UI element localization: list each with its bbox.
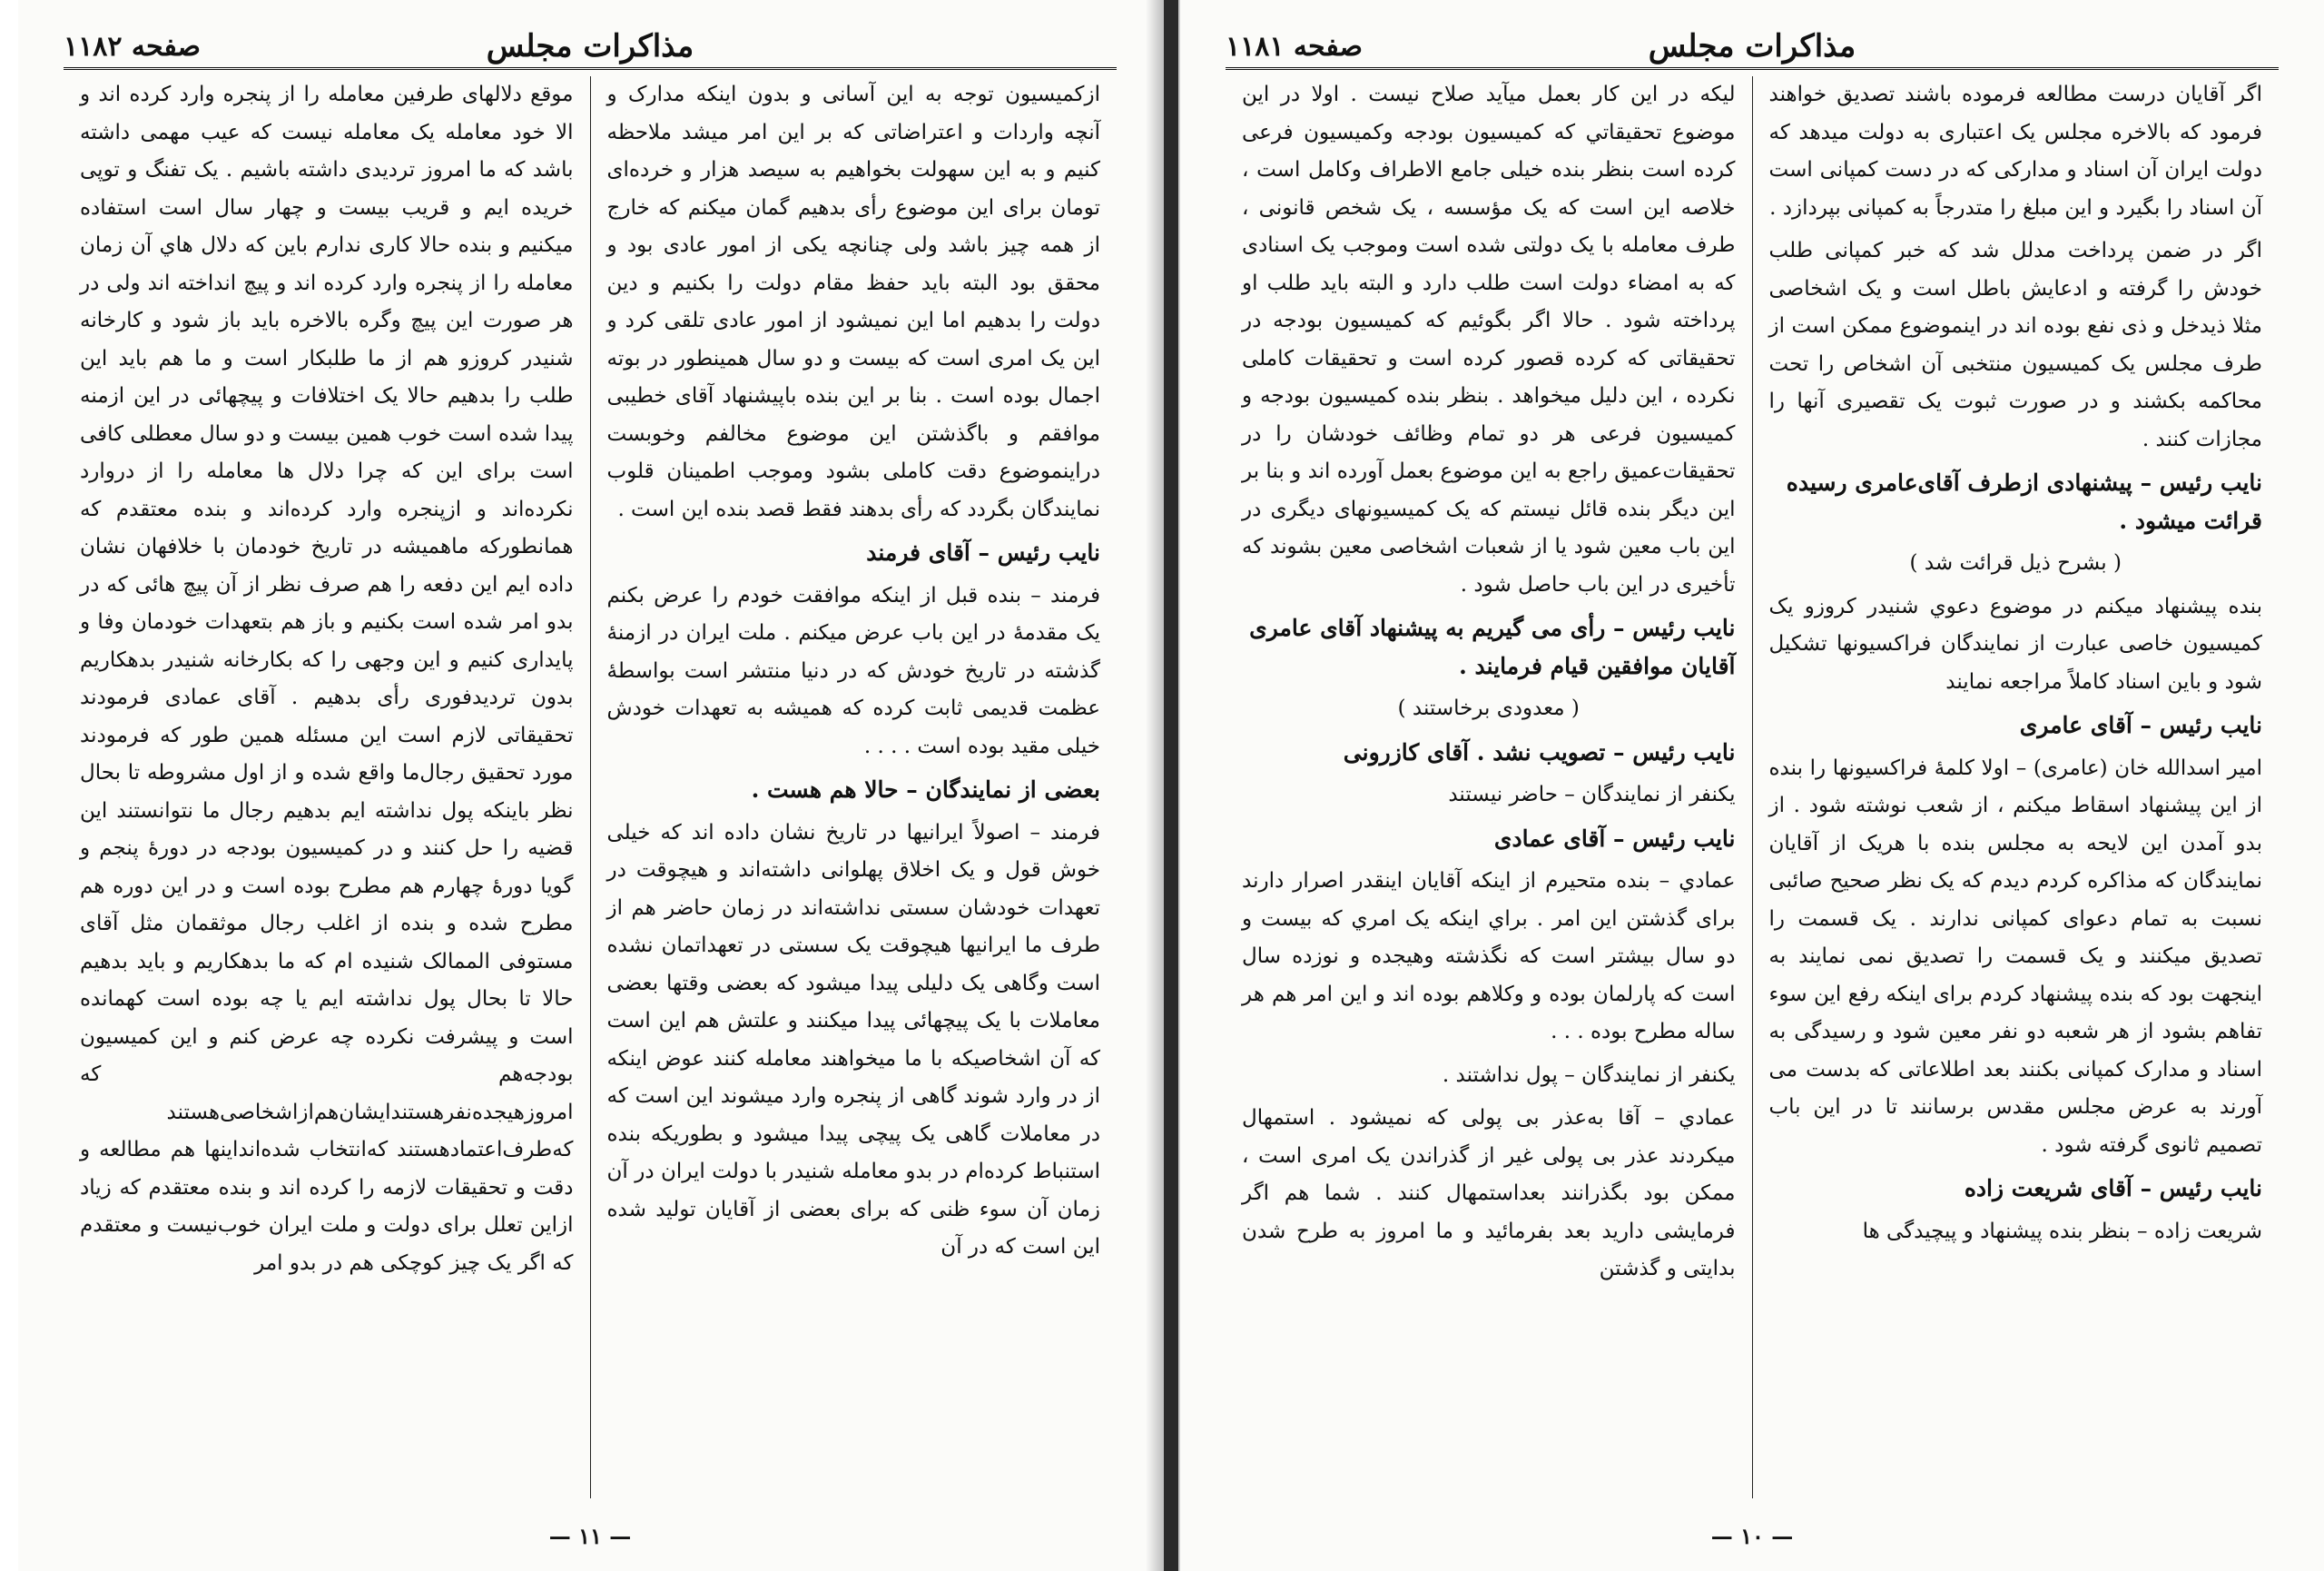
paragraph: امیر اسدالله خان (عامری) – اولا کلمهٔ فراکسیونها را بنده از این پیشنهاد اسقاط میکنم ، از شعب نوشته شود . از بدو آمدن این لایحه به مجلس بنده با هریک از آقایان نمایندگان که مذاکره کردم دیدم که یک نظر صحیح صائبی نسبت به تمام دعوای کمپانی ندارند . یک قسمت را تصدیق میکنند و یک قسمت را تصدیق نمی نمایند به اینجهت بود که بنده پیشنهاد کردم برای اینکه رفع این سوء تفاهم بشود از هر شعبه دو نفر معین شود و رسیدگی به اسناد و مدارک کمپانی بکنند بعد اطلاعاتی که بدست می آورند به عرض مجلس مقدس برسانند تا در این باب تصمیم ثانوی گرفته شود . xyxy=(1768,756,2262,1157)
speaker-line: نایب رئیس – رأی می گیریم به پیشنهاد آقای عامری آقایان موافقین قیام فرمایند . xyxy=(1249,615,1736,679)
paragraph: شریعت زاده – بنظر بنده پیشنهاد و پیچیدگی ها xyxy=(1862,1219,2262,1243)
left-column xyxy=(1226,76,1753,1498)
right-page-columns xyxy=(1226,76,2279,1498)
paragraph: موقع دلالهای طرفین معامله را از پنجره وارد کرده اند و الا خود معامله یک معامله نیست که عیب مهمی داشته باشد که ما امروز تردیدی داشته باشیم . یک تفنگ و توپی خریده ایم و قریب بیست و چهار سال است استفاده میکنیم و بنده حالا کاری ندارم باین که دلال هاي آن زمان معامله را از پنجره وارد کرده اند و پیچ انداخته اند ولی در هر صورت این پیچ وگره بالاخره باید باز شود و کارخانه شنیدر کروزو هم از ما طلبکار است و ما هم باید این طلب را بدهیم حالا یک اختلافات و پیچهائی در این ازمنه پیدا شده است خوب همین بیست و دو سال معطلی کافی است برای این که چرا دلال ها معامله را از دروارد نکرده‌اند و ازپنجره وارد کرده‌اند و بنده معتقدم که همانطورکه ماهمیشه در تاریخ خودمان با خلافهان نشان داده ایم این دفعه را هم صرف نظر از آن پیچ هائی که در بدو امر شده است بکنیم و باز هم بتعهدات خودمان وفا و پایداری کنیم و این وجهی را که بکارخانه شنیدر بدهکاریم بدون تردیدفوری رأی بدهیم . آقای عمادی فرمودند تحقیقاتی لازم است این مسئله همین طور که فرمودند مورد تحقیق رجال‌ما واقع شده و از اول مشروطه تا بحال نظر باینکه پول نداشته ایم بدهیم رجال ما نتوانستند این قضیه را حل کنند و در کمیسیون بودجه در دورهٔ پنجم و گویا دورهٔ چهارم هم مطرح بوده است و در این دوره هم مطرح شده و بنده از اغلب رجال موثقمان مثل آقای مستوفی الممالک شنیده ام که ما بدهکاریم و باید بدهیم حالا تا بحال پول نداشته ایم یا چه بوده است کهمانده است و پیشرفت نکرده چه عرض کنم و این کمیسیون بودجه‌هم که امروزهیجده‌نفرهستند‌ایشان‌هم‌ازاشخاصی‌هستند که‌طرف‌اعتمادهستند که‌انتخاب شده‌اند‌اینها هم مطالعه و دقت و تحقیقات لازمه را کرده اند و بنده معتقدم که زیاد ازاین تعلل برای دولت و ملت ایران خوب‌نیست و معتقدم که اگر یک چیز کوچکی هم در بدو امر xyxy=(80,83,574,1275)
page-number-label: صفحه ۱۱۸۱ xyxy=(1226,30,1363,63)
running-title: مذاکرات مجلس xyxy=(1648,28,1856,64)
speaker-line: نایب رئیس – آقای عامری xyxy=(2019,712,2262,738)
paragraph: یکنفر از نمایندگان – پول نداشتند . xyxy=(1442,1062,1736,1087)
folio-number: — ۱۱ — xyxy=(548,1523,632,1549)
paragraph: لیکه در این کار بعمل میآید صلاح نیست . اولا در این موضوع تحقیقاتي که کمیسیون بودجه وکمیسیون فرعی کرده است بنظر بنده خیلی جامع الاطراف وکامل است ، خلاصه این است که یک مؤسسه ، یک شخص قانونی ، طرف معامله با یک دولتی شده است وموجب یک اسنادی که به امضاء دولت است طلب دارد و البته باید طلب او پرداخته شود . حالا اگر بگوئیم که کمیسیون بودجه در تحقیقاتی که کرده قصور کرده است و تحقیقات کاملی نکرده ، این دلیل میخواهد . بنظر بنده کمیسیون بودجه و کمیسیون فرعی هر دو تمام وظائف خودشان را در تحقیقات‌عمیق راجع به این موضوع بعمل آورده اند و بنا بر این دیگر بنده قائل نیستم که یک کمیسیونهای دیگری در این باب معین شود یا از شعبات اشخاصی معین بشوند که تأخیری در این باب حاصل شود . xyxy=(1242,83,1736,597)
left-page-header xyxy=(64,25,1117,70)
folio-number: — ۱۰ — xyxy=(1710,1523,1794,1549)
paragraph: فرمند – اصولاً ایرانیها در تاریخ نشان داده اند که خیلی خوش قول و یک اخلاق پهلوانی داشته‌اند و هیچوقت در تعهدات خودشان سستی نداشته‌اند در زمان حاضر هم از طرف ما ایرانیها هیچوقت یک سستی در تعهداتمان نشده است وگاهی یک دلیلی پیدا میشود که بعضی وقتها بعضی معاملات با یک پیچهائی پیدا میکنند و علتش هم این است که آن اشخاصیکه با ما میخواهند معامله کنند عوض اینکه از در وارد شوند گاهی از پنجره وارد میشوند این است که در معاملات گاهی یک پیچی پیدا میشود و بطوریکه بنده استنباط کرده‌ام در بدو معامله شنیدر با دولت ایران در آن زمان آن سوء ظنی که برای بعضی از آقایان تولید شده این است که در آن xyxy=(606,820,1100,1259)
paragraph: اگر در ضمن پرداخت مدلل شد که خبر کمپانی طلب خودش را گرفته و ادعایش باطل است و یک اشخاصی مثلا ذیدخل و ذی نفع بوده اند در اینموضوع ممکن است از طرف مجلس یک کمیسیون منتخبی آن اشخاص را تحت محاکمه بکشند و در صورت ثبوت یک تقصیری آنها را مجازات کنند . xyxy=(1768,239,2262,451)
left-column xyxy=(64,76,591,1498)
paragraph: یکنفر از نمایندگان – حاضر نیستند xyxy=(1448,783,1736,806)
paragraph: اگر آقایان درست مطالعه فرموده باشند تصدیق خواهند فرمود که بالاخره مجلس یک اعتباری به دولت میدهد که دولت ایران آن اسناد و مدارکی که در دست کمپانی است آن اسناد را بگیرد و این مبلغ را متدرجاً به کمپانی بپردازد . xyxy=(1768,83,2262,220)
speaker-line: نایب رئیس – آقای شریعت زاده xyxy=(1964,1175,2262,1201)
stage-note: ( معدودی برخاستند ) xyxy=(1397,697,1580,720)
page-number-label: صفحه ۱۱۸۲ xyxy=(64,30,201,63)
paragraph: عمادي – آقا به‌عذر بی پولی که نمیشود . استمهال میکردند عذر بی پولی غیر از گذراندن یک امری است ، ممکن بود بگذرانند بعد‌استمهال کنند . شما هم اگر فرمایشی دارید بعد بفرمائید و ما امروز به طرح شدن بدایتی و گذشتن xyxy=(1242,1106,1736,1280)
speaker-line: نایب رئیس – تصویب نشد . آقای کازرونی xyxy=(1343,738,1736,766)
book-gutter xyxy=(1164,0,1178,1571)
paragraph: ازکمیسیون توجه به این آسانی و بدون اینکه مدارک و آنچه واردات و اعتراضاتی که بر این امر میشد ملاحظه کنیم و به این سهولت بخواهیم به سیصد هزار و خرده‌ای تومان برای این موضوع رأی بدهیم گمان میکنم که خارج از همه چیز باشد ولی چنانچه یکی از امور عادی بود و محقق بود البته باید حفظ مقام دولت را بکنیم و دین دولت را بدهیم اما این نمیشود از امور عادی تلقی کرد و این یک امری است که بیست و دو سال همینطور در بوته اجمال بوده است . بنا بر این بنده باپیشنهاد آقای خطیبی موافقم و باگذشتن این موضوع مخالفم وخوبست دراینموضوع دقت کاملی بشود وموجب اطمینان قلوب نمایندگان بگردد که رأی بدهند فقط قصد بنده این است . xyxy=(606,83,1100,521)
speaker-line: نایب رئیس – آقای عمادی xyxy=(1493,825,1736,852)
right-page-header xyxy=(1226,25,2279,70)
gutter-shadow xyxy=(1146,0,1164,1571)
running-title: مذاکرات مجلس xyxy=(486,28,694,64)
paragraph: عمادي – بنده متحیرم از اینکه آقایان اینقدر اصرار دارند برای گذشتن این امر . براي اینکه یک امري که بیست و دو سال بیشتر است که نگذشته وهیجده و نوزده سال است که پارلمان بوده و وکلاهم بوده اند و این امر هم هر ساله مطرح بوده . . . xyxy=(1242,869,1736,1043)
speaker-line: نایب رئیس – پیشنهادی ازطرف آقای‌عامری رسیده قرائت میشود . xyxy=(1786,469,2262,534)
right-page xyxy=(1180,0,2324,1571)
speaker-line: بعضی از نمایندگان – حالا هم هست . xyxy=(751,776,1100,803)
paragraph: فرمند – بنده قبل از اینکه موافقت خودم را عرض بکنم یک مقدمهٔ در این باب عرض میکنم . ملت ایران در ازمنهٔ گذشته در تاریخ خودش که در دنیا منتشر است بواسطهٔ عظمت قدیمی ثابت کرده که همیشه به تعهدات خودش خیلی مقید بوده است . . . . xyxy=(606,583,1100,758)
paragraph: بنده پیشنهاد میکنم در موضوع دعوي شنیدر کروزو یک کمیسیون خاصی عبارت از نمایندگان فراکسیونها تشکیل شود و باین اسناد کاملاً مراجعه نمایند xyxy=(1768,594,2262,694)
left-page xyxy=(18,0,1162,1571)
left-page-columns xyxy=(64,76,1117,1498)
stage-note: ( بشرح ذیل قرائت شد ) xyxy=(1909,551,2122,575)
right-column xyxy=(1753,76,2280,1498)
right-column xyxy=(591,76,1118,1498)
speaker-line: نایب رئیس – آقای فرمند xyxy=(866,539,1100,566)
